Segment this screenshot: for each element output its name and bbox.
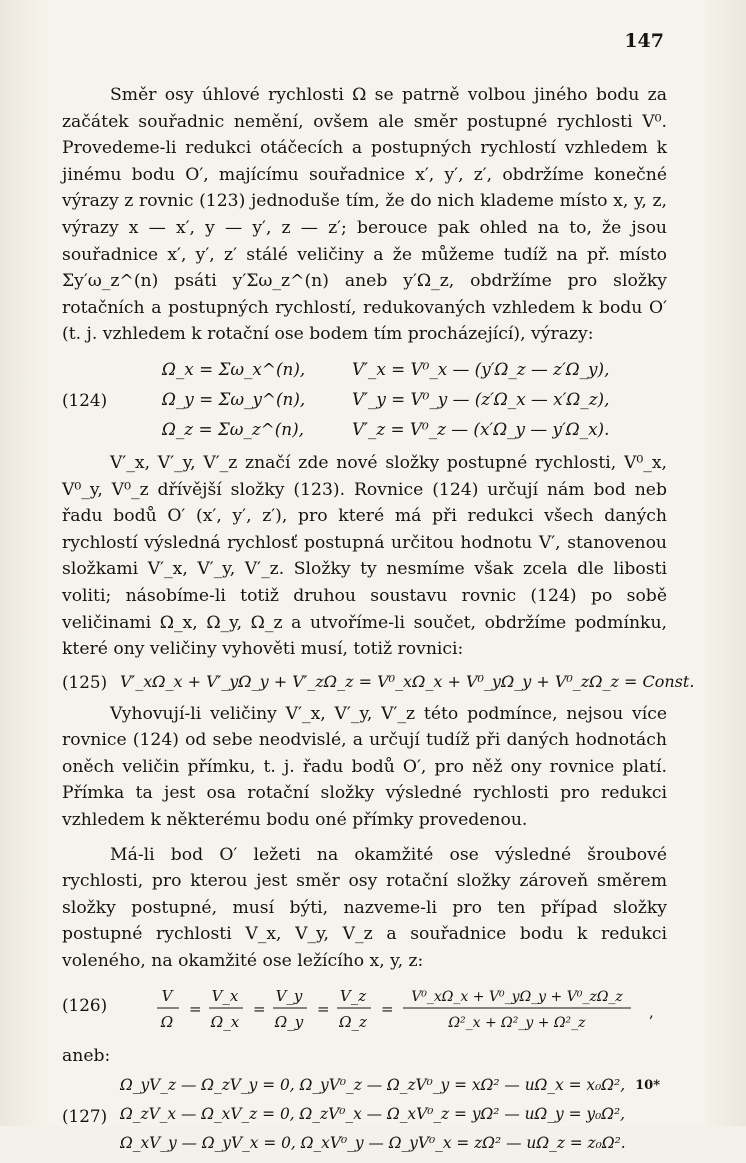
eq124-right-row: V′_y = V⁰_y — (z′Ω_x — x′Ω_z), bbox=[352, 388, 610, 409]
equation-number: (125) bbox=[62, 671, 108, 692]
equation-127 bbox=[62, 1071, 667, 1163]
eq124-right-row: V′_z = V⁰_z — (x′Ω_y — y′Ω_x). bbox=[352, 418, 610, 439]
eq126-fractions bbox=[157, 981, 667, 1039]
aneb-label: aneb: bbox=[62, 1045, 111, 1066]
frac-den: Ω_y bbox=[274, 1012, 304, 1031]
equation-number: (126) bbox=[62, 994, 108, 1015]
equals-sign: = bbox=[317, 999, 330, 1018]
frac-num: V⁰_xΩ_x + V⁰_yΩ_y + V⁰_zΩ_z bbox=[411, 988, 623, 1005]
paragraph-3: Vyhovují-li veličiny V′_x, V′_y, V′_z této podmínce, nejsou více rovnice (124) od sebe neodvislé, a určují tudíž při daných hodnotách oněch veličin přímku, t. j. řadu bodů O′, pro něž ony rovnice platí. Přímka ta jest osa rotační složky výsledné rychlosti pro redukci vzhledem k některému bodu oné přímky provedenou. bbox=[62, 703, 667, 831]
page-number: 147 bbox=[624, 30, 664, 52]
body-text bbox=[62, 82, 695, 1163]
frac-den: Ω_x bbox=[210, 1012, 240, 1031]
paragraph-4: Má-li bod O′ ležeti na okamžité ose výsledné šroubové rychlosti, pro kterou jest směr osy rotační složky zároveň směrem složky postupné, musí býti, nazveme-li pro ten případ složky postupné rychlosti V_x, V_y, V_z a souřadnice bodu k redukci voleného, na okamžité ose ležícího x, y, z: bbox=[62, 844, 667, 972]
signature-mark: 10* bbox=[635, 1078, 660, 1093]
eq127-row: Ω_xV_y — Ω_yV_x = 0, Ω_xV⁰_y — Ω_yV⁰_x = zΩ² — uΩ_z = z₀Ω². bbox=[120, 1134, 626, 1153]
eq124-left-row: Ω_z = Σω_z^(n), bbox=[162, 418, 304, 439]
equals-sign: = bbox=[253, 999, 266, 1018]
paragraph-2: V′_x, V′_y, V′_z značí zde nové složky postupné rychlosti, V⁰_x, V⁰_y, V⁰_z dřívější složky (123). Rovnice (124) určují nám bod neb řadu bodů O′ (x′, y′, z′), pro které má při redukci všech daných rychlostí výsledná rychlosť postupná určitou hodnotu V′, stanovenou složkami V′_x, V′_y, V′_z. Složky ty nesmíme však zcela dle libosti voliti; násobíme-li totiž druhou soustavu rovnic (124) po sobě veličinami Ω_x, Ω_y, Ω_z a utvoříme-li součet, obdržíme podmínku, které ony veličiny vyhověti musí, totiž rovnici: bbox=[62, 452, 667, 660]
fraction-1 bbox=[157, 987, 179, 1031]
frac-num: V_z bbox=[339, 986, 367, 1005]
frac-den: Ω bbox=[160, 1012, 174, 1031]
fraction-4 bbox=[337, 987, 371, 1031]
eq127-row: Ω_zV_x — Ω_xV_z = 0, Ω_zV⁰_x — Ω_xV⁰_z = yΩ² — uΩ_y = y₀Ω², bbox=[120, 1105, 626, 1124]
equation-125 bbox=[62, 667, 695, 701]
trailing-comma: , bbox=[649, 1002, 654, 1021]
paragraph-1: Směr osy úhlové rychlosti Ω se patrně volbou jiného bodu za začátek souřadnic nemění, ovšem ale směr postupné rychlosti V⁰. Provedeme-li redukci otáčecích a postupných rychlostí vzhledem k jinému bodu O′, majícímu souřadnice x′, y′, z′, obdržíme konečné výrazy z rovnic (123) jednoduše tím, že do nich klademe místo x, y, z, výrazy x — x′, y — y′, z — z′; berouce pak ohled na to, že jsou souřadnice x′, y′, z′ stálé veličiny a že můžeme tudíž na př. místo Σy′ω_z^(n) psáti y′Σω_z^(n) aneb y′Ω_z, obdržíme pro složky rotačních a postupných rychlostí, redukovaných vzhledem k bodu O′ (t. j. vzhledem k rotační ose bodem tím procházející), výrazy: bbox=[62, 85, 667, 345]
eq124-left-row: Ω_x = Σω_x^(n), bbox=[162, 358, 306, 379]
fraction-3 bbox=[273, 987, 307, 1031]
frac-num: V bbox=[161, 986, 173, 1005]
equation-number: (127) bbox=[62, 1106, 108, 1127]
eq124-left-row: Ω_y = Σω_y^(n), bbox=[162, 388, 306, 409]
frac-num: V_x bbox=[211, 986, 239, 1005]
equals-sign: = bbox=[189, 999, 202, 1018]
equation-126 bbox=[62, 981, 667, 1039]
frac-num: V_y bbox=[275, 986, 303, 1005]
equation-124 bbox=[62, 354, 667, 446]
eq125-body: V′_xΩ_x + V′_yΩ_y + V′_zΩ_z = V⁰_xΩ_x + V⁰_yΩ_y + V⁰_zΩ_z = Const. bbox=[120, 671, 695, 691]
fraction-2 bbox=[209, 987, 243, 1031]
eq124-right-row: V′_x = V⁰_x — (y′Ω_z — z′Ω_y), bbox=[352, 358, 610, 379]
equals-sign: = bbox=[381, 999, 394, 1018]
fraction-5 bbox=[403, 989, 631, 1031]
frac-den: Ω²_x + Ω²_y + Ω²_z bbox=[448, 1014, 586, 1031]
eq127-row: Ω_yV_z — Ω_zV_y = 0, Ω_yV⁰_z — Ω_zV⁰_y = xΩ² — uΩ_x = x₀Ω², bbox=[120, 1076, 626, 1095]
frac-den: Ω_z bbox=[339, 1012, 367, 1031]
equation-number: (124) bbox=[62, 389, 108, 410]
